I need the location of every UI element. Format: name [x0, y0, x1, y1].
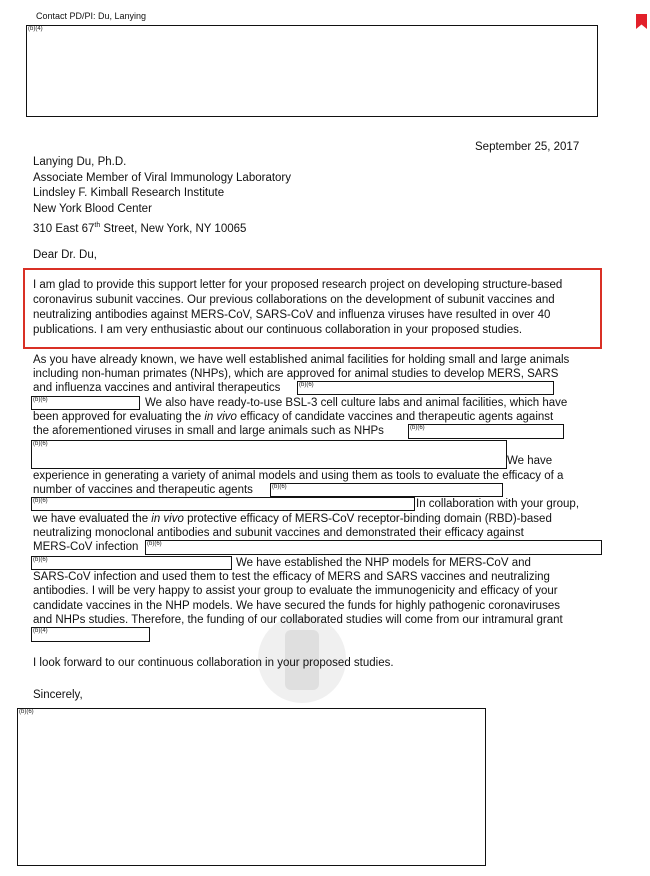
body-line: SARS-CoV infection and used them to test the efficacy of MERS and SARS vaccines and neutralizing [33, 571, 550, 583]
recipient-institute: Lindsley F. Kimball Research Institute [33, 187, 225, 200]
body-line: MERS-CoV infection [33, 541, 139, 553]
redaction-box-top [26, 25, 598, 117]
body-line: been approved for evaluating the in vivo efficacy of candidate vaccines and therapeutic agents against [33, 411, 554, 423]
recipient-street: 310 East 67th Street, New York, NY 10065 [33, 221, 247, 235]
body-line: We have established the NHP models for MERS-CoV and [236, 557, 531, 569]
redaction-box: (b)(6) [145, 540, 602, 555]
recipient-address [33, 155, 291, 237]
redaction-label: (b)(4) [28, 26, 43, 32]
body-line: and NHPs studies. Therefore, the funding of our collaborated studies will come from our intramural grant [33, 614, 563, 626]
redaction-box: (b)(6) [408, 424, 564, 439]
redaction-box: (b)(6) [31, 440, 507, 469]
redaction-box: (b)(6) [270, 483, 503, 497]
body-line: neutralizing monoclonal antibodies and subunit vaccines and demonstrated their efficacy against [33, 527, 524, 539]
body-line: candidate vaccines in the NHP models. We have secured the funds for highly pathogenic coronaviruses [33, 600, 560, 612]
redaction-box-signature [17, 708, 486, 866]
body-line: As you have already known, we have well established animal facilities for holding small and large animals [33, 354, 570, 366]
bookmark-icon[interactable] [636, 14, 647, 29]
redaction-box: (b)(6) [31, 556, 232, 570]
recipient-title: Associate Member of Viral Immunology Laboratory [33, 171, 292, 184]
body-line: In collaboration with your group, [416, 498, 580, 510]
closing-line: I look forward to our continuous collaboration in your proposed studies. [33, 657, 394, 669]
body-line: and influenza vaccines and antiviral therapeutics [33, 382, 281, 394]
body-line: antibodies. I will be very happy to assist your group to evaluate the immunogenicity and efficacy of your [33, 585, 558, 597]
recipient-name: Lanying Du, Ph.D. [33, 156, 127, 168]
redaction-box: (b)(6) [297, 381, 554, 395]
body-line: We have [507, 455, 553, 467]
body-line: We also have ready-to-use BSL-3 cell culture labs and animal facilities, which have [145, 397, 568, 409]
body-line: we have evaluated the in vivo protective efficacy of MERS-CoV receptor-binding domain (RBD)-based [33, 513, 552, 525]
recipient-org: New York Blood Center [33, 203, 152, 216]
redaction-label: (b)(6) [19, 709, 34, 715]
letter-date: September 25, 2017 [475, 141, 580, 153]
contact-header: Contact PD/PI: Du, Lanying [36, 11, 147, 21]
redaction-box: (b)(4) [31, 627, 150, 642]
paragraph-support: I am glad to provide this support letter for your proposed research project on developing structure-based coronavirus subunit vaccines. Our previous collaborations on the development of subunit vaccines and neutralizing antibodies against MERS-CoV, SARS-CoV and influenza viruses have resulted in over 40 publications. I am very enthusiastic about our continuous collaboration in your proposed studies. [33, 279, 563, 336]
body-line: the aforementioned viruses in small and large animals such as NHPs [33, 425, 384, 437]
greeting: Dear Dr. Du, [33, 249, 97, 261]
body-line: including non-human primates (NHPs), which are approved for animal studies to develop MERS, SARS [33, 368, 559, 380]
redaction-box: (b)(6) [31, 396, 140, 410]
body-line: number of vaccines and therapeutic agents [33, 484, 253, 496]
body-line: experience in generating a variety of animal models and using them as tools to evaluate the efficacy of a [33, 470, 564, 482]
signoff: Sincerely, [33, 689, 83, 701]
redaction-box: (b)(6) [31, 497, 415, 511]
